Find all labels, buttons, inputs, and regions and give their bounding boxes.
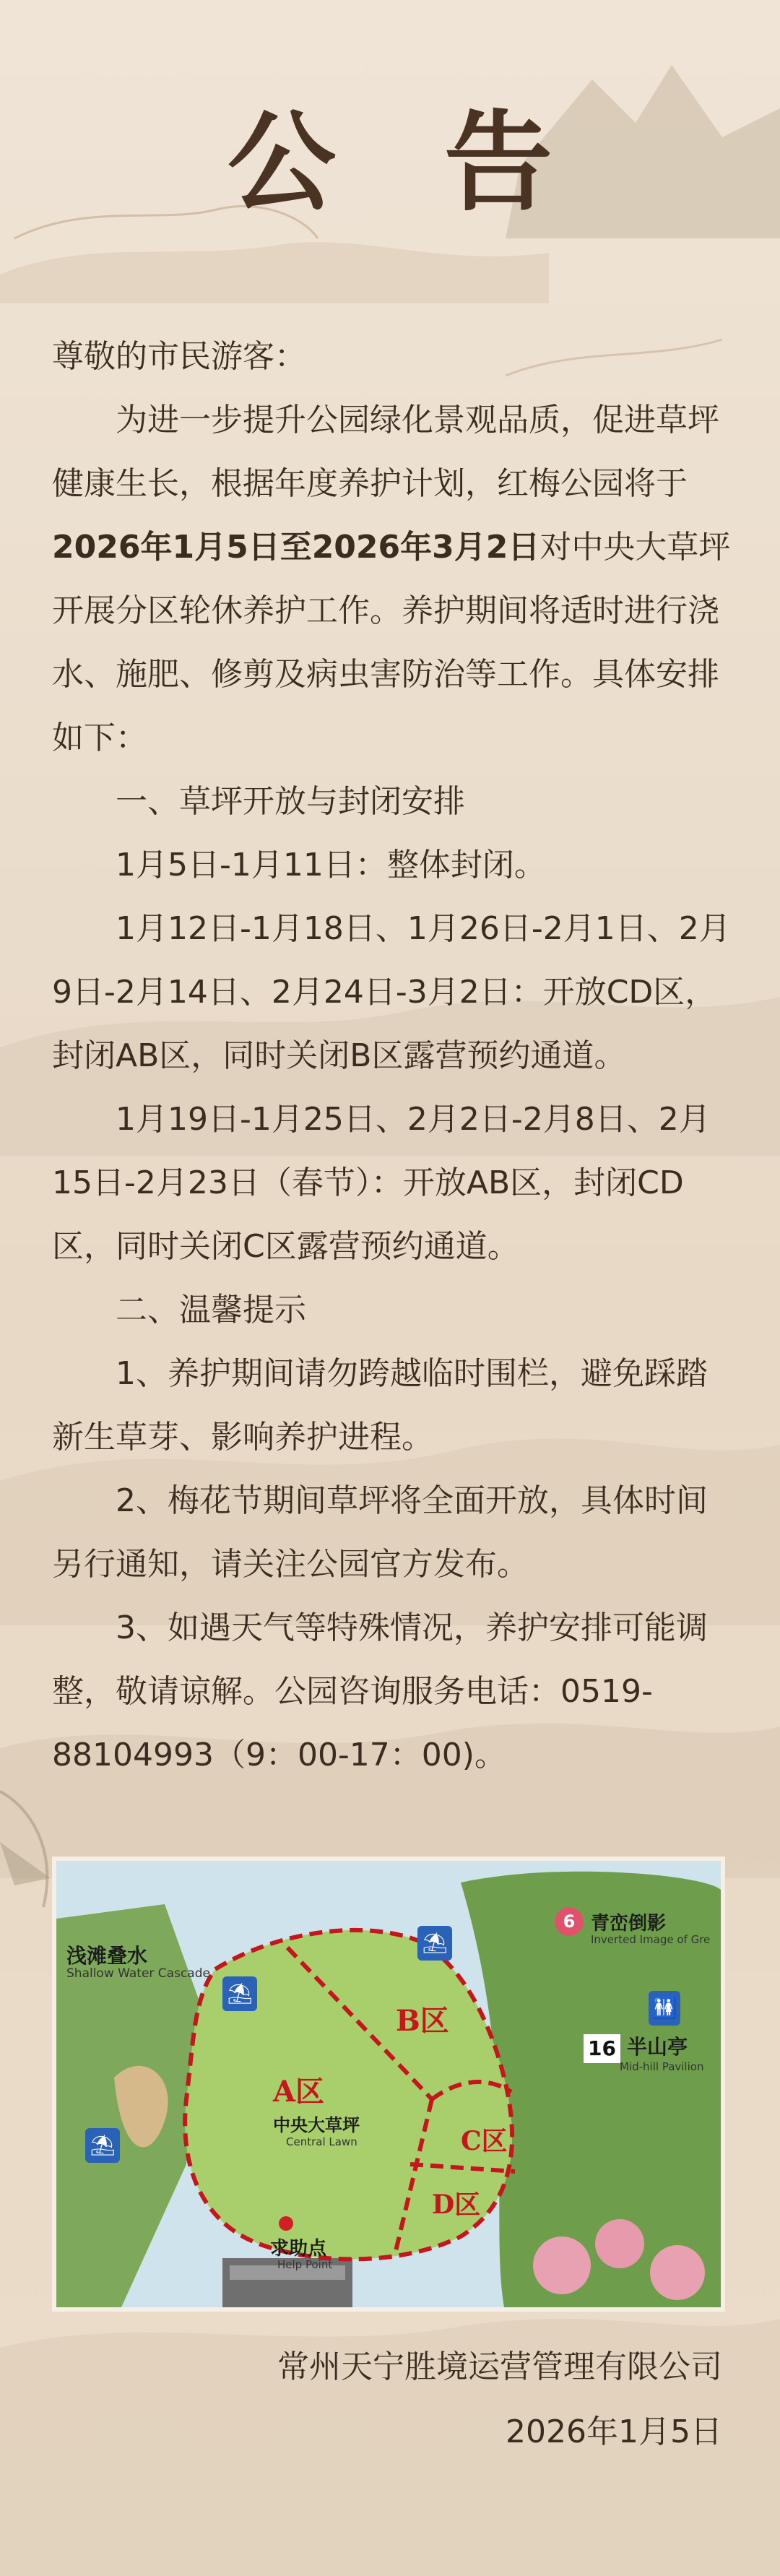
qingluan-english: Inverted Image of Gre <box>591 1933 711 1946</box>
qingluan-label: 青峦倒影 <box>591 1913 667 1935</box>
restroom-icon: 🚻 <box>649 1991 680 2026</box>
restroom-icon: ⛱ <box>85 2128 120 2163</box>
pavilion-number: 16 <box>584 2034 620 2063</box>
shallow-water-label: 浅滩叠水 <box>66 1944 148 1968</box>
central-lawn-label: 中央大草坪 <box>273 2115 360 2135</box>
section1-item3: 1月19日-1月25日、2月2日-2月8日、2月15日-2月23日（春节）：开放AB区，封闭CD区，同时关闭C区露营预约通道。 <box>52 1101 711 1265</box>
intro-part1: 为进一步提升公园绿化景观品质，促进草坪健康生长，根据年度养护计划，红梅公园将于 <box>52 402 719 502</box>
issue-date: 2026年1月5日 <box>506 2413 722 2450</box>
intro-paragraph <box>52 389 731 770</box>
section1-item2: 1月12日-1月18日、1月26日-2月1日、2月9日-2月14日、2月24日-3月2日：开放CD区，封闭AB区，同时关闭B区露营预约通道。 <box>52 910 731 1074</box>
restroom-icon: ⛱ <box>222 1976 257 2011</box>
help-point-label: 求助点 <box>270 2238 327 2260</box>
tip-1: 1、养护期间请勿跨越临时围栏，避免踩踏新生草芽、影响养护进程。 <box>52 1355 708 1456</box>
help-point-english: Help Point <box>277 2258 333 2271</box>
issuer-company: 常州天宁胜境运营管理有限公司 <box>277 2348 722 2385</box>
section1-item1: 1月5日-1月11日：整体封闭。 <box>116 847 546 883</box>
spot-number-badge: 6 <box>555 1907 584 1936</box>
central-lawn-english: Central Lawn <box>286 2135 358 2148</box>
tip-2: 2、梅花节期间草坪将全面开放，具体时间另行通知，请关注公园官方发布。 <box>52 1482 708 1583</box>
pavilion-english: Mid-hill Pavilion <box>620 2060 704 2073</box>
section2-heading: 二、温馨提示 <box>116 1292 306 1328</box>
section1-heading: 一、草坪开放与封闭安排 <box>116 783 465 820</box>
zone-d-label: D区 <box>432 2190 481 2220</box>
pavilion-label: 半山亭 <box>627 2035 688 2059</box>
intro-date-range: 2026年1月5日至2026年3月2日 <box>52 529 540 566</box>
zone-a-label: A区 <box>273 2075 325 2109</box>
shallow-water-english: Shallow Water Cascade <box>66 1966 210 1981</box>
restroom-icon: ⛱ <box>417 1926 452 1961</box>
salutation: 尊敬的市民游客： <box>52 338 306 375</box>
zone-b-label: B区 <box>396 2004 449 2038</box>
tip-3: 3、如遇天气等特殊情况，养护安排可能调整，敬请谅解。公园咨询服务电话：0519-88104993（9：00-17：00)。 <box>52 1609 708 1773</box>
lawn-zone-map <box>52 1857 725 2312</box>
zone-c-label: C区 <box>461 2126 508 2156</box>
page-title: 公告 <box>227 99 661 226</box>
intro-part2: 对中央大草坪开展分区轮休养护工作。养护期间将适时进行浇水、施肥、修剪及病虫害防治等工作。具体安排如下： <box>52 529 731 756</box>
notice-body <box>52 325 731 1787</box>
